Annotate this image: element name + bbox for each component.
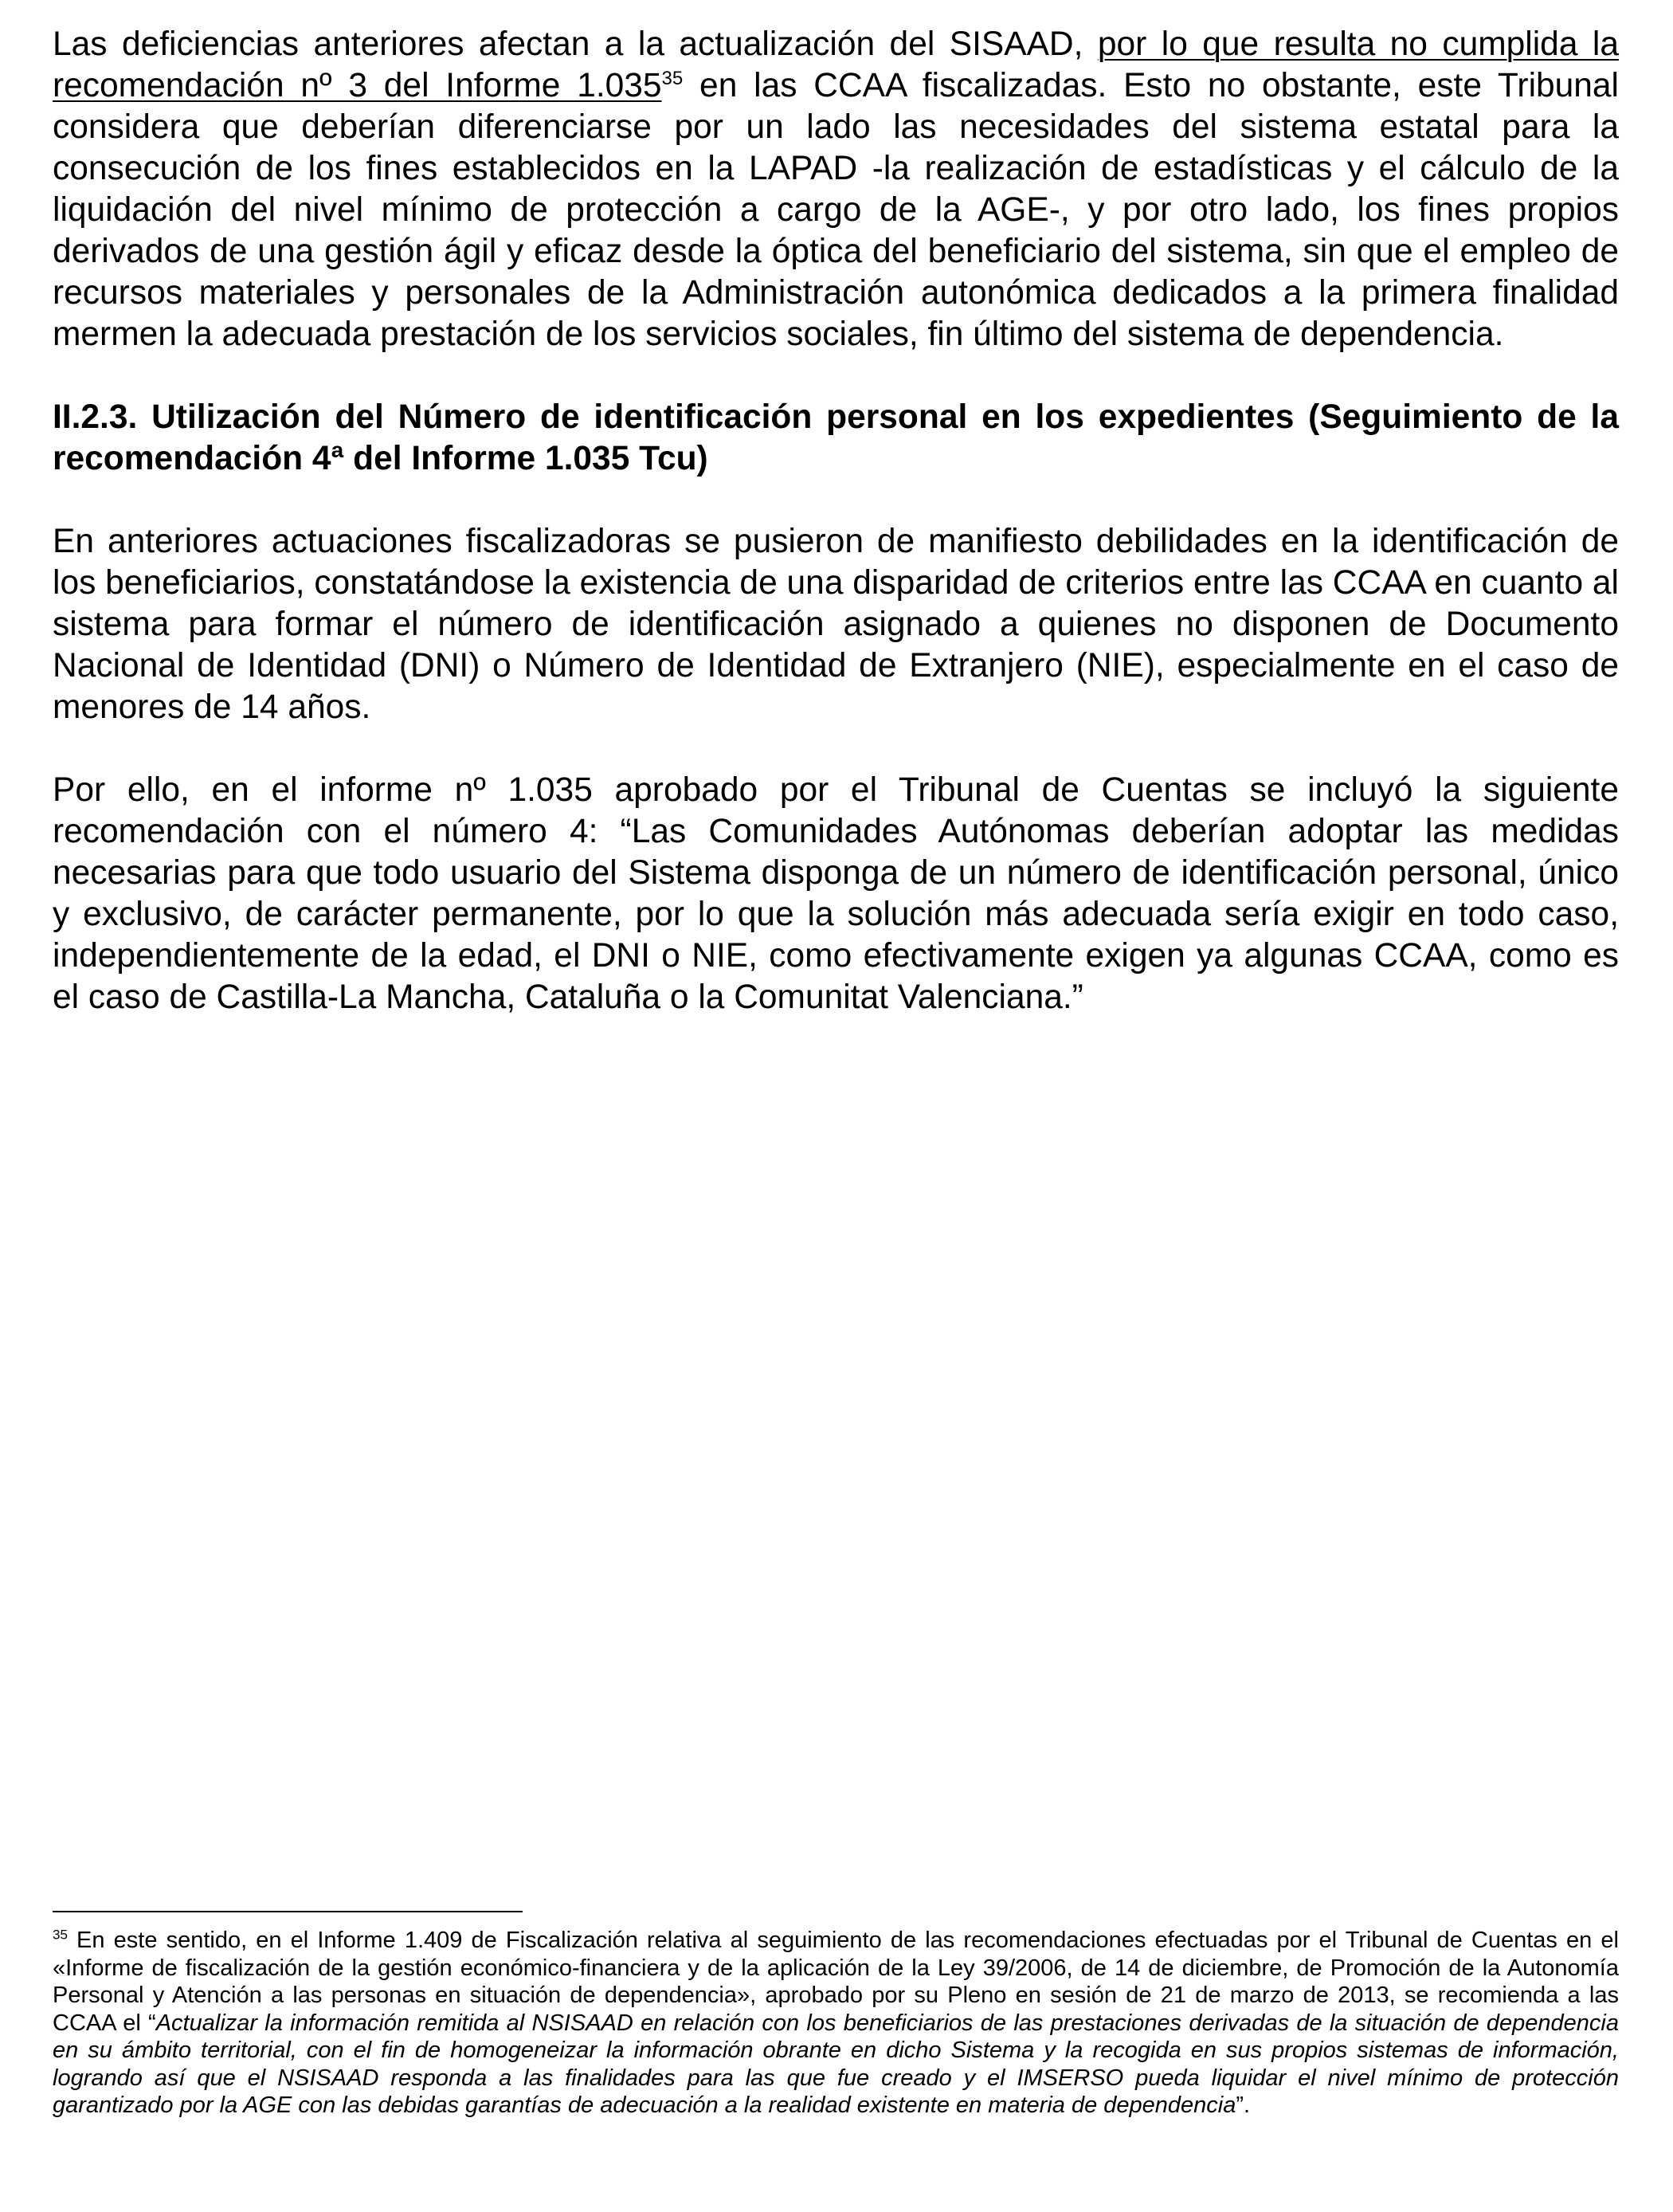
paragraph-text: Las deficiencias anteriores afectan a la actualización del SISAAD, <box>53 25 1098 63</box>
paragraph-text: en las CCAA fiscalizadas. Esto no obstante, este Tribunal considera que deberían diferenciarse por un lado las necesidades del sistema estatal para la consecución de los fines establecidos en la LAPAD -la realización de estadísticas y el cálculo de la liquidación del nivel mínimo de protección a cargo de la AGE-, y por otro lado, los fines propios derivados de una gestión ágil y eficaz desde la óptica del beneficiario del sistema, sin que el empleo de recursos materiales y personales de la Administración autonómica dedicados a la primera finalidad mermen la adecuada prestación de los servicios sociales, fin último del sistema de dependencia. <box>53 67 1619 353</box>
section-heading: II.2.3. Utilización del Número de identificación personal en los expedientes (Seguimiento de la recomendación 4ª del Informe 1.035 Tcu) <box>53 398 1619 477</box>
paragraph-recomendacion: Por ello, en el informe nº 1.035 aprobado por el Tribunal de Cuentas se incluyó la siguiente recomendación con el número 4: “Las Comunidades Autónomas deberían adoptar las medidas necesarias para que todo usuario del Sistema disponga de un número de identificación personal, único y exclusivo, de carácter permanente, por lo que la solución más adecuada sería exigir en todo caso, independientemente de la edad, el DNI o NIE, como efectivamente exigen ya algunas CCAA, como es el caso de Castilla-La Mancha, Cataluña o la Comunitat Valenciana.” <box>53 771 1619 1016</box>
paragraph-sisaad-deficiencias <box>53 24 1619 355</box>
footnote-text-end: ”. <box>1236 2092 1251 2118</box>
document-body <box>53 24 1619 1018</box>
footnote-quote: Actualizar la información remitida al NSISAAD en relación con los beneficiarios de las prestaciones derivadas de la situación de dependencia en su ámbito territorial, con el fin de homogeneizar la información obrante en dicho Sistema y la recogida en sus propios sistemas de información, logrando así que el NSISAAD responda a las finalidades para las que fue creado y el IMSERSO pueda liquidar el nivel mínimo de protección garantizado por la AGE con las debidas garantías de adecuación a la realidad existente en materia de dependencia <box>53 2010 1619 2118</box>
paragraph-identificacion: En anteriores actuaciones fiscalizadoras se pusieron de manifiesto debilidades en la identificación de los beneficiarios, constatándose la existencia de una disparidad de criterios entre las CCAA en cuanto al sistema para formar el número de identificación asignado a quienes no disponen de Documento Nacional de Identidad (DNI) o Número de Identidad de Extranjero (NIE), especialmente en el caso de menores de 14 años. <box>53 523 1619 726</box>
footnote-separator <box>53 1911 523 1912</box>
footnote-reference[interactable]: 35 <box>661 67 684 89</box>
footnote <box>53 1927 1619 2120</box>
footnote-number: 35 <box>53 1927 68 1943</box>
underlined-conclusion: por lo que resulta no cumplida la recomendación nº 3 del Informe 1.035 <box>53 25 1619 104</box>
footnote-text: En este sentido, en el Informe 1.409 de Fiscalización relativa al seguimiento de las recomendaciones efectuadas por el Tribunal de Cuentas en el «Informe de fiscalización de la gestión económico-financiera y de la aplicación de la Ley 39/2006, de 14 de diciembre, de Promoción de la Autonomía Personal y Atención a las personas en situación de dependencia», aprobado por su Pleno en sesión de 21 de marzo de 2013, se recomienda a las CCAA el “ <box>53 1928 1619 2036</box>
